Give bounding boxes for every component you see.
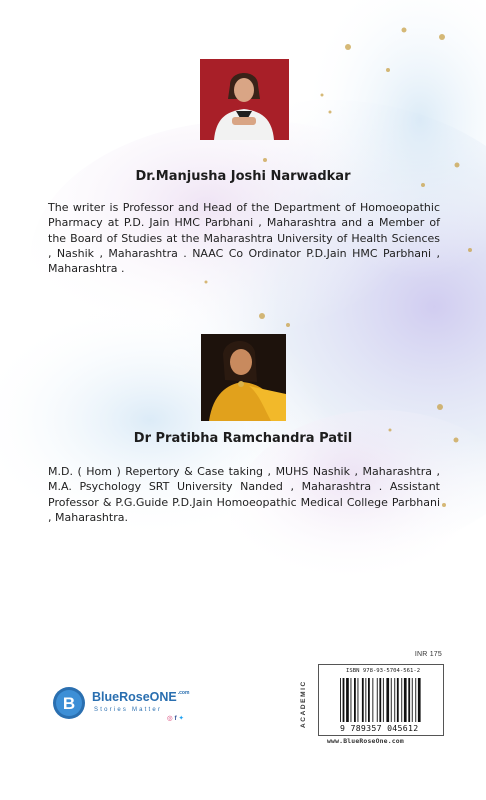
barcode-bar: [408, 678, 410, 722]
barcode-bar: [368, 678, 370, 722]
barcode-bar: [354, 678, 356, 722]
svg-text:B: B: [62, 694, 76, 713]
barcode-bar: [394, 678, 395, 722]
author1-name: Dr.Manjusha Joshi Narwadkar: [135, 169, 351, 184]
instagram-icon[interactable]: ◎: [167, 715, 173, 722]
barcode-digits: 9 789357 045612: [340, 723, 419, 733]
barcode: [340, 678, 424, 722]
barcode-bar: [412, 678, 413, 722]
bluerose-logo-icon: [52, 686, 86, 720]
category-label: ACADEMIC: [300, 680, 307, 728]
twitter-icon[interactable]: ✦: [178, 715, 184, 722]
author1-bio: The writer is Professor and Head of the Department of Homoeopathic Pharmacy at P.D. Jain HMC Parbhani , Maharashtra and a Member of the Board of Studies at the Maharashtra University of Health Sciences , Nashik , Maharashtra . NAAC Co Ordinator P.D.Jain HMC Parbhani , Maharashtra .: [48, 201, 440, 276]
author2-bio: M.D. ( Hom ) Repertory & Case taking , MUHS Nashik , Maharashtra , M.A. Psychology SRT University Nanded , Maharashtra . Assistant Professor & P.G.Guide P.D.Jain Homoeopathic Medical College Parbhani , Maharashtra.: [48, 465, 440, 524]
barcode-bar: [377, 678, 378, 722]
barcode-bar: [397, 678, 399, 722]
price-label: INR 175: [414, 651, 442, 658]
barcode-bar: [351, 678, 352, 722]
publisher-name: BlueRoseONE$^{.com}$: [92, 690, 190, 704]
barcode-bar: [418, 678, 421, 722]
barcode-bar: [386, 678, 389, 722]
barcode-bar: [340, 678, 341, 722]
isbn-text: ISBN 978-93-5704-561-2: [346, 668, 421, 674]
barcode-bar: [379, 678, 381, 722]
barcode-bar: [391, 678, 392, 722]
barcode-bar: [415, 678, 416, 722]
publisher-tagline: Stories Matter: [94, 707, 163, 713]
barcode-bar: [365, 678, 366, 722]
barcode-bar: [362, 678, 364, 722]
author1-photo: [200, 59, 289, 140]
barcode-bar: [358, 678, 359, 722]
barcode-bar: [346, 678, 349, 722]
barcode-bar: [372, 678, 373, 722]
social-icons: [167, 714, 184, 722]
website-url: www.BlueRoseOne.com: [327, 737, 404, 745]
barcode-bar: [404, 678, 407, 722]
barcode-bar: [343, 678, 345, 722]
barcode-bar: [383, 678, 384, 722]
barcode-bar: [401, 678, 402, 722]
facebook-icon[interactable]: f: [174, 715, 177, 722]
author2-name: Dr Pratibha Ramchandra Patil: [133, 431, 353, 446]
author2-photo: [201, 334, 286, 421]
